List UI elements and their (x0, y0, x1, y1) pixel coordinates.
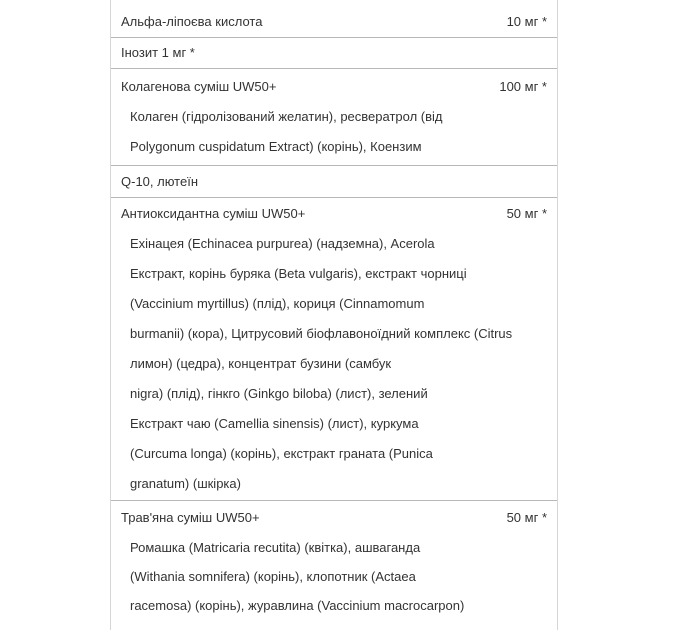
row-divider (111, 68, 557, 69)
ingredient-detail-line: Ехінацея (Echinacea purpurea) (надземна), Acerola (130, 236, 435, 251)
ingredient-name: Антиоксидантна суміш UW50+ (121, 206, 306, 221)
ingredient-detail-line: Polygonum cuspidatum Extract) (корінь), Коензим (130, 139, 422, 154)
ingredient-amount: 50 мг * (506, 206, 547, 221)
row-divider (111, 197, 557, 198)
ingredient-detail-line: racemosa) (корінь), журавлина (Vaccinium macrocarpon) (130, 598, 465, 613)
ingredient-name: Трав'яна суміш UW50+ (121, 510, 260, 525)
supplement-facts-table (110, 0, 558, 630)
ingredient-amount: 100 мг * (499, 79, 547, 94)
ingredient-detail-line: nigra) (плід), гінкго (Ginkgo biloba) (лист), зелений (130, 386, 428, 401)
row-divider (111, 165, 557, 166)
ingredient-amount: 50 мг * (506, 510, 547, 525)
ingredient-detail-line: Колаген (гідролізований желатин), ресвератрол (від (130, 109, 443, 124)
ingredient-name: Інозит 1 мг * (121, 45, 195, 60)
ingredient-detail-line: (Curcuma longa) (корінь), екстракт граната (Punica (130, 446, 433, 461)
ingredient-detail-line: (Vaccinium myrtillus) (плід), кориця (Cinnamomum (130, 296, 425, 311)
row-divider (111, 37, 557, 38)
ingredient-detail-line: Екстракт чаю (Camellia sinensis) (лист), куркума (130, 416, 419, 431)
ingredient-detail-line: burmanii) (кора), Цитрусовий біофлавоноїдний комплекс (Citrus (130, 326, 513, 341)
ingredient-detail-line: лимон) (цедра), концентрат бузини (самбук (130, 356, 392, 371)
ingredient-detail-line: granatum) (шкірка) (130, 476, 241, 491)
row-divider (111, 500, 557, 501)
ingredient-name: Альфа-ліпоєва кислота (121, 14, 263, 29)
ingredient-detail-line: Екстракт, корінь буряка (Beta vulgaris), екстракт чорниці (130, 266, 467, 281)
ingredient-name: Q-10, лютеїн (121, 174, 199, 189)
ingredient-detail-line: (Withania somnifera) (корінь), клопотник (Actaea (130, 569, 416, 584)
ingredient-amount: 10 мг * (506, 14, 547, 29)
ingredient-name: Колагенова суміш UW50+ (121, 79, 277, 94)
ingredient-detail-line: Ромашка (Matricaria recutita) (квітка), ашваганда (130, 540, 421, 555)
